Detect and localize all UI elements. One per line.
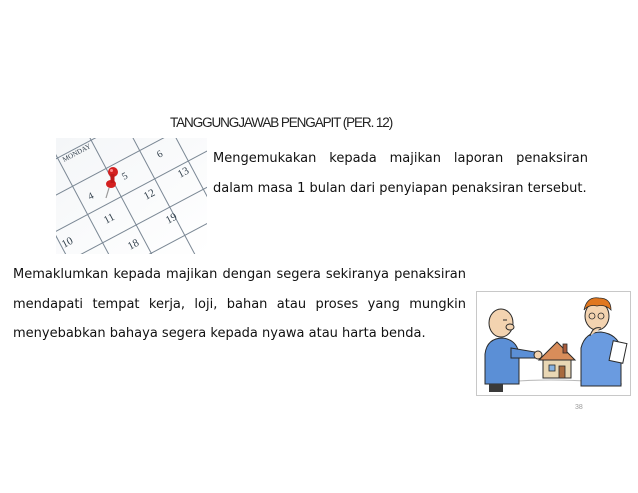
right-man-icon bbox=[581, 298, 627, 386]
calendar-date: 12 bbox=[141, 186, 158, 203]
calendar-date: 4 bbox=[86, 190, 96, 203]
house-icon bbox=[539, 342, 575, 378]
calendar-date: 19 bbox=[163, 210, 180, 227]
calendar-date: 10 bbox=[59, 234, 76, 251]
calendar-date: 18 bbox=[125, 236, 142, 253]
calendar-date: 6 bbox=[155, 148, 165, 161]
calendar-pin-icon bbox=[56, 138, 207, 254]
page-number: 38 bbox=[575, 404, 583, 411]
calendar-date: 5 bbox=[120, 170, 130, 183]
calendar-date: 11 bbox=[101, 211, 117, 227]
paragraph-notify: Memaklumkan kepada majikan dengan segera sekiranya penaksiran mendapati tempat kerja, loji, bahan atau proses yang mungkin menyebabkan bahaya segera kepada nyawa atau harta benda. bbox=[13, 267, 466, 341]
paragraph-report: Mengemukakan kepada majikan laporan penaksiran dalam masa 1 bulan dari penyiapan penaksiran tersebut. bbox=[213, 151, 588, 196]
cartoon-illustration bbox=[477, 292, 630, 395]
calendar-date: 13 bbox=[175, 164, 192, 181]
calendar-illustration bbox=[56, 138, 207, 254]
left-man-icon bbox=[485, 309, 542, 392]
calendar-month-label: MONDAY bbox=[61, 142, 93, 164]
slide-title: TANGGUNGJAWAB PENGAPIT (PER. 12) bbox=[170, 115, 393, 130]
people-with-house-icon bbox=[476, 291, 631, 396]
